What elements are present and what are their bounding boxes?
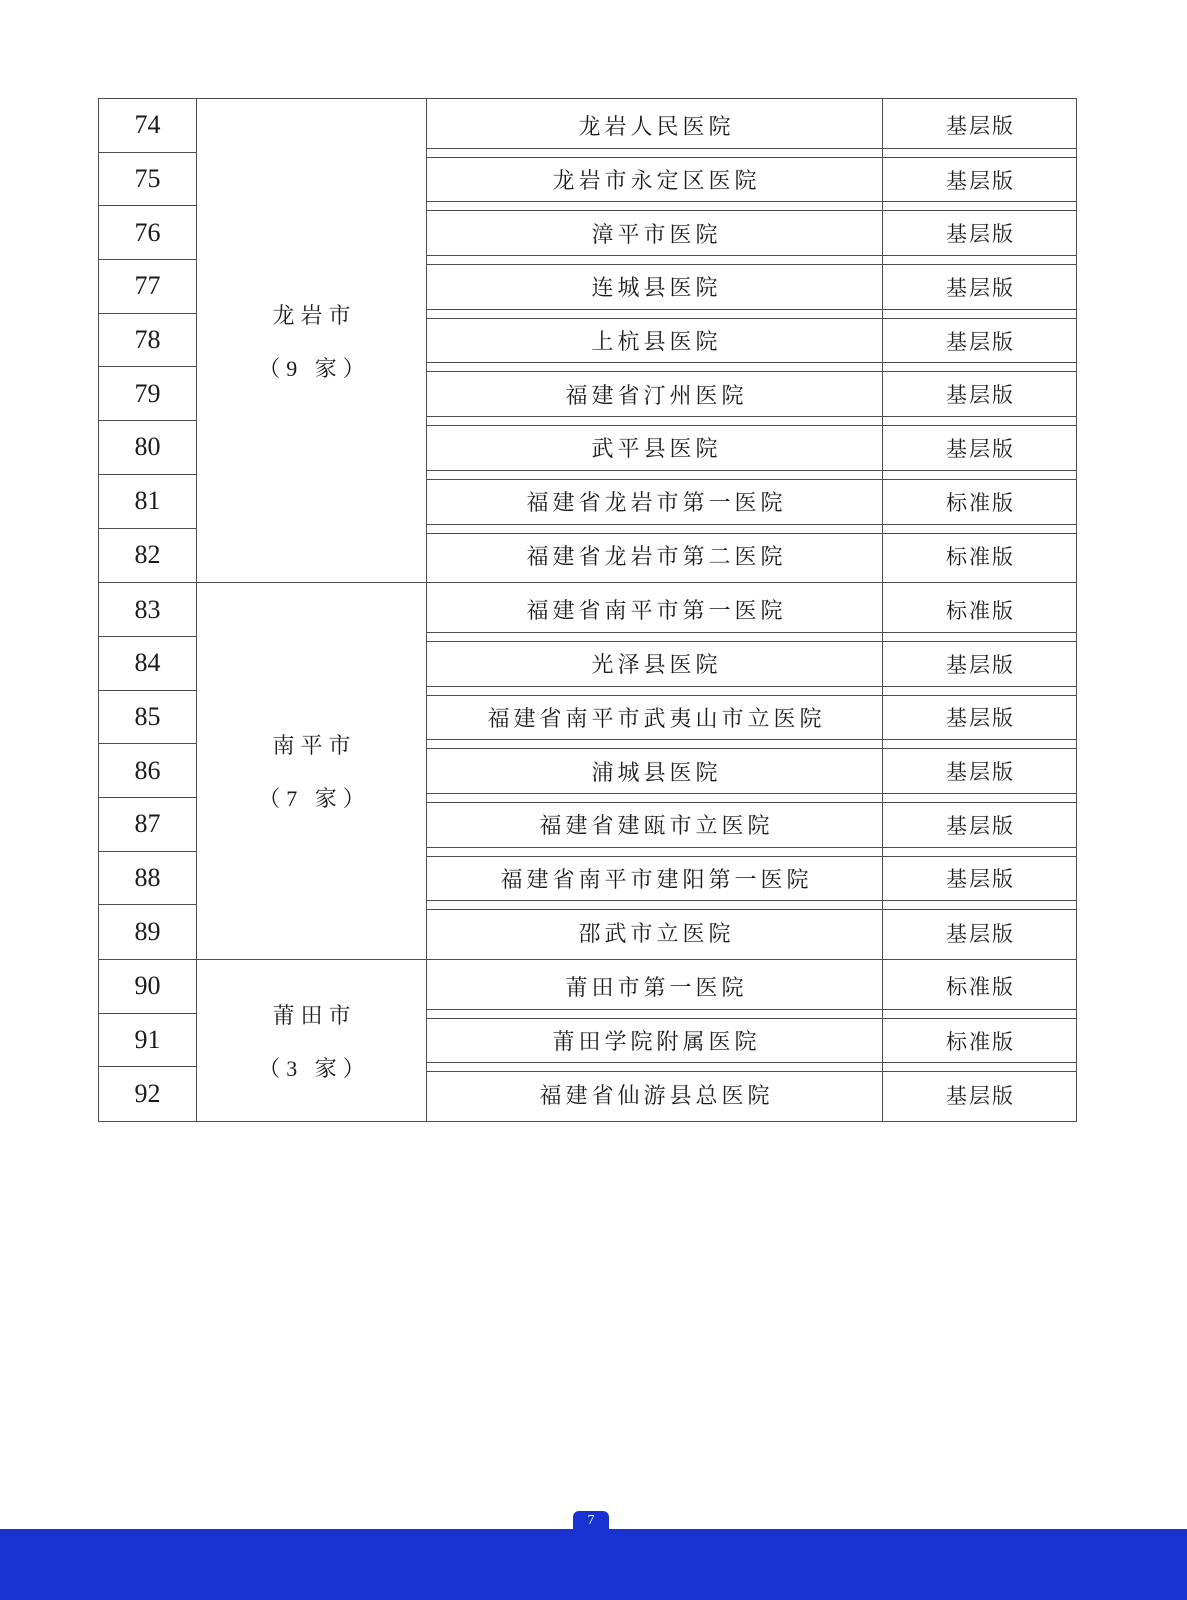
city-cell: [197, 960, 427, 1121]
city-count: （7 家）: [258, 786, 371, 812]
hospital-name-cell: 福建省汀州医院: [427, 367, 883, 421]
version-cell: 基层版: [883, 314, 1076, 368]
page-number: 7: [587, 1512, 595, 1528]
row-number-cell: 88: [99, 852, 197, 906]
hospital-name-cell: 莆田学院附属医院: [427, 1014, 883, 1068]
row-number-cell: 77: [99, 260, 197, 314]
hospital-name-cell: 福建省龙岩市第一医院: [427, 475, 883, 529]
hospital-name-cell: 浦城县医院: [427, 744, 883, 798]
city-name: 南平市: [272, 733, 357, 759]
row-number-cell: 78: [99, 314, 197, 368]
city-name: 龙岩市: [272, 302, 357, 328]
city-group-putian: [99, 960, 1076, 1121]
row-number-cell: 85: [99, 691, 197, 745]
hospital-name-cell: 光泽县医院: [427, 637, 883, 691]
row-number-cell: 87: [99, 798, 197, 852]
version-cell: 基层版: [883, 637, 1076, 691]
version-cell: 基层版: [883, 421, 1076, 475]
city-name: 莆田市: [272, 1002, 357, 1028]
version-cell: 基层版: [883, 852, 1076, 906]
version-cell: 标准版: [883, 475, 1076, 529]
row-number-cell: 75: [99, 153, 197, 207]
row-number-cell: 89: [99, 905, 197, 959]
version-cell: 基层版: [883, 691, 1076, 745]
version-cell: 基层版: [883, 206, 1076, 260]
hospital-name-cell: 福建省龙岩市第二医院: [427, 529, 883, 583]
hospital-name-cell: 漳平市医院: [427, 206, 883, 260]
hospital-name-cell: 上杭县医院: [427, 314, 883, 368]
version-cell: 基层版: [883, 99, 1076, 153]
hospital-table: [98, 98, 1077, 1122]
hospital-name-cell: 福建省南平市武夷山市立医院: [427, 691, 883, 745]
version-cell: 基层版: [883, 367, 1076, 421]
city-count: （9 家）: [258, 355, 371, 381]
hospital-name-cell: 福建省建瓯市立医院: [427, 798, 883, 852]
hospital-name-cell: 龙岩人民医院: [427, 99, 883, 153]
city-group-nanping: [99, 583, 1076, 960]
row-number-cell: 82: [99, 529, 197, 583]
version-cell: 基层版: [883, 1067, 1076, 1121]
version-cell: 标准版: [883, 960, 1076, 1014]
city-group-longyan: [99, 99, 1076, 583]
hospital-name-cell: 福建省南平市建阳第一医院: [427, 852, 883, 906]
hospital-name-cell: 莆田市第一医院: [427, 960, 883, 1014]
hospital-name-cell: 福建省南平市第一医院: [427, 583, 883, 637]
version-cell: 基层版: [883, 153, 1076, 207]
row-number-cell: 90: [99, 960, 197, 1014]
hospital-name-cell: 邵武市立医院: [427, 905, 883, 959]
row-number-cell: 83: [99, 583, 197, 637]
hospital-name-cell: 福建省仙游县总医院: [427, 1067, 883, 1121]
version-cell: 标准版: [883, 1014, 1076, 1068]
row-number-cell: 74: [99, 99, 197, 153]
version-cell: 基层版: [883, 905, 1076, 959]
row-number-cell: 84: [99, 637, 197, 691]
row-number-cell: 80: [99, 421, 197, 475]
city-cell: [197, 99, 427, 582]
city-cell: [197, 583, 427, 959]
row-number-cell: 79: [99, 367, 197, 421]
footer-bar: [0, 1529, 1187, 1600]
row-number-cell: 76: [99, 206, 197, 260]
city-count: （3 家）: [258, 1055, 371, 1081]
row-number-cell: 92: [99, 1067, 197, 1121]
row-number-cell: 91: [99, 1014, 197, 1068]
hospital-name-cell: 连城县医院: [427, 260, 883, 314]
hospital-name-cell: 武平县医院: [427, 421, 883, 475]
row-number-cell: 86: [99, 744, 197, 798]
version-cell: 基层版: [883, 260, 1076, 314]
page-number-tab: [573, 1511, 609, 1530]
hospital-name-cell: 龙岩市永定区医院: [427, 153, 883, 207]
version-cell: 标准版: [883, 529, 1076, 583]
version-cell: 基层版: [883, 798, 1076, 852]
version-cell: 基层版: [883, 744, 1076, 798]
row-number-cell: 81: [99, 475, 197, 529]
version-cell: 标准版: [883, 583, 1076, 637]
